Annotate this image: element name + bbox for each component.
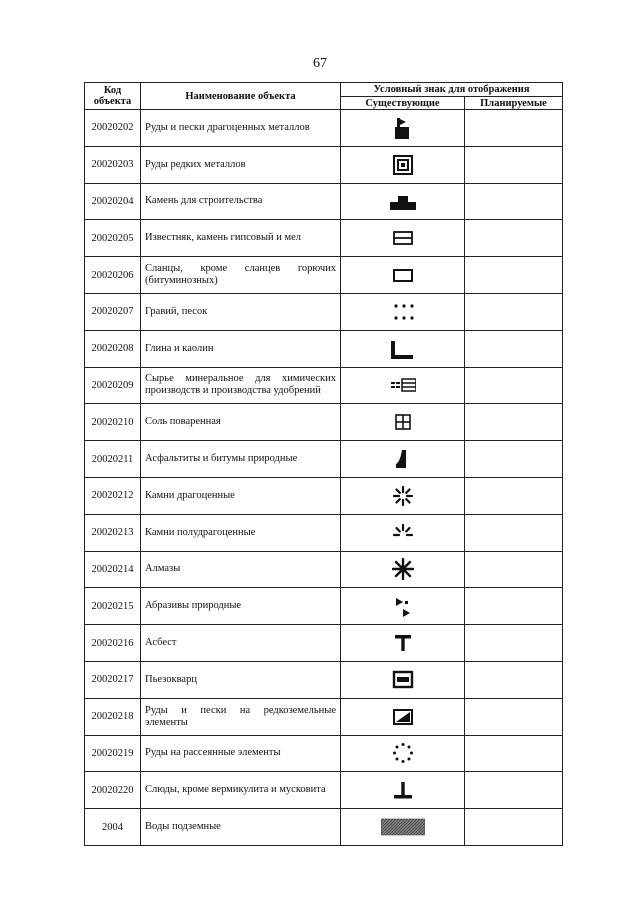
existing-symbol-cell: [341, 330, 465, 367]
object-code: 20020220: [85, 772, 141, 809]
existing-symbol-cell: [341, 735, 465, 772]
existing-symbol-cell: [341, 661, 465, 698]
planned-symbol-cell: [465, 257, 563, 294]
object-code: 20020209: [85, 367, 141, 404]
object-name: Асбест: [141, 625, 341, 662]
existing-symbol-cell: [341, 183, 465, 220]
object-code: 20020210: [85, 404, 141, 441]
hollow-rectangle-icon: [392, 264, 414, 286]
planned-symbol-cell: [465, 220, 563, 257]
object-name: Камень для строительства: [141, 183, 341, 220]
table-row: [85, 146, 563, 183]
double-square-icon: [392, 154, 414, 176]
table-row: [85, 588, 563, 625]
header-code: Код объекта: [85, 83, 141, 110]
table-row: [85, 809, 563, 846]
dotted-circle-icon: [392, 742, 414, 764]
table-row: [85, 367, 563, 404]
table-row: [85, 698, 563, 735]
object-code: 20020218: [85, 698, 141, 735]
existing-symbol-cell: [341, 146, 465, 183]
object-name: Руды и пески драгоценных металлов: [141, 110, 341, 147]
header-planned: Планируемые: [465, 97, 563, 110]
object-name: Камни драгоценные: [141, 477, 341, 514]
triangle-points-icon: [392, 595, 414, 617]
planned-symbol-cell: [465, 588, 563, 625]
table-row: [85, 293, 563, 330]
planned-symbol-cell: [465, 809, 563, 846]
planned-symbol-cell: [465, 441, 563, 478]
planned-symbol-cell: [465, 698, 563, 735]
existing-symbol-cell: [341, 220, 465, 257]
flag-on-block-icon: [392, 117, 414, 139]
t-shape-icon: [392, 632, 414, 654]
object-code: 20020205: [85, 220, 141, 257]
existing-symbol-cell: [341, 110, 465, 147]
table-row: [85, 625, 563, 662]
object-name: Гравий, песок: [141, 293, 341, 330]
dashed-bars-icon: [390, 374, 416, 396]
planned-symbol-cell: [465, 330, 563, 367]
table-row: [85, 220, 563, 257]
object-name: Камни полудрагоценные: [141, 514, 341, 551]
divided-rectangle-icon: [392, 227, 414, 249]
existing-symbol-cell: [341, 441, 465, 478]
object-code: 20020211: [85, 441, 141, 478]
radiant-burst-icon: [392, 485, 414, 507]
table-row: [85, 477, 563, 514]
planned-symbol-cell: [465, 625, 563, 662]
object-name: Абразивы природные: [141, 588, 341, 625]
dot-grid-icon: [392, 301, 414, 323]
object-code: 20020213: [85, 514, 141, 551]
object-code: 2004: [85, 809, 141, 846]
object-name: Руды и пески на редкоземельные элементы: [141, 698, 341, 735]
table-row: [85, 735, 563, 772]
existing-symbol-cell: [341, 367, 465, 404]
object-name: Руды на рассеянные элементы: [141, 735, 341, 772]
table-row: [85, 661, 563, 698]
existing-symbol-cell: [341, 809, 465, 846]
object-code: 20020207: [85, 293, 141, 330]
object-name: Алмазы: [141, 551, 341, 588]
object-code: 20020219: [85, 735, 141, 772]
object-name: Слюды, кроме вермикулита и мусковита: [141, 772, 341, 809]
planned-symbol-cell: [465, 735, 563, 772]
header-existing: Существующие: [341, 97, 465, 110]
existing-symbol-cell: [341, 404, 465, 441]
planned-symbol-cell: [465, 661, 563, 698]
existing-symbol-cell: [341, 698, 465, 735]
planned-symbol-cell: [465, 367, 563, 404]
framed-bar-icon: [392, 669, 414, 691]
header-symbol-group: Условный знак для отображения: [341, 83, 563, 97]
existing-symbol-cell: [341, 588, 465, 625]
planned-symbol-cell: [465, 183, 563, 220]
planned-symbol-cell: [465, 110, 563, 147]
hatched-swatch-icon: [381, 816, 425, 838]
object-name: Пьезокварц: [141, 661, 341, 698]
half-burst-icon: [392, 522, 414, 544]
existing-symbol-cell: [341, 293, 465, 330]
table-row: [85, 441, 563, 478]
page-number: 67: [313, 56, 327, 71]
planned-symbol-cell: [465, 477, 563, 514]
existing-symbol-cell: [341, 551, 465, 588]
boot-shape-icon: [392, 448, 414, 470]
table-row: [85, 330, 563, 367]
object-code: 20020215: [85, 588, 141, 625]
planned-symbol-cell: [465, 514, 563, 551]
object-code: 20020217: [85, 661, 141, 698]
object-name: Глина и каолин: [141, 330, 341, 367]
table-row: [85, 183, 563, 220]
table-row: [85, 772, 563, 809]
inverted-t-icon: [392, 779, 414, 801]
l-bracket-icon: [390, 338, 416, 360]
existing-symbol-cell: [341, 625, 465, 662]
planned-symbol-cell: [465, 146, 563, 183]
planned-symbol-cell: [465, 772, 563, 809]
object-code: 20020203: [85, 146, 141, 183]
existing-symbol-cell: [341, 772, 465, 809]
existing-symbol-cell: [341, 514, 465, 551]
table-row: [85, 551, 563, 588]
object-name: Руды редких металлов: [141, 146, 341, 183]
table-row: [85, 404, 563, 441]
existing-symbol-cell: [341, 477, 465, 514]
object-name: Соль поваренная: [141, 404, 341, 441]
object-code: 20020204: [85, 183, 141, 220]
table-row: [85, 514, 563, 551]
planned-symbol-cell: [465, 404, 563, 441]
header-name: Наименование объекта: [141, 83, 341, 110]
planned-symbol-cell: [465, 551, 563, 588]
object-name: Асфальтиты и битумы природные: [141, 441, 341, 478]
object-name: Сырье минеральное для химических производств и производства удобрений: [141, 367, 341, 404]
object-name: Сланцы, кроме сланцев горючих (битуминозных): [141, 257, 341, 294]
diagonal-split-rectangle-icon: [392, 706, 414, 728]
object-code: 20020214: [85, 551, 141, 588]
object-name: Известняк, камень гипсовый и мел: [141, 220, 341, 257]
legend-table: [84, 82, 563, 846]
table-row: [85, 110, 563, 147]
object-code: 20020216: [85, 625, 141, 662]
quartered-square-icon: [392, 411, 414, 433]
existing-symbol-cell: [341, 257, 465, 294]
object-code: 20020202: [85, 110, 141, 147]
table-row: [85, 257, 563, 294]
stepped-block-icon: [390, 190, 416, 212]
planned-symbol-cell: [465, 293, 563, 330]
object-code: 20020206: [85, 257, 141, 294]
object-name: Воды подземные: [141, 809, 341, 846]
object-code: 20020208: [85, 330, 141, 367]
object-code: 20020212: [85, 477, 141, 514]
asterisk-star-icon: [392, 558, 414, 580]
